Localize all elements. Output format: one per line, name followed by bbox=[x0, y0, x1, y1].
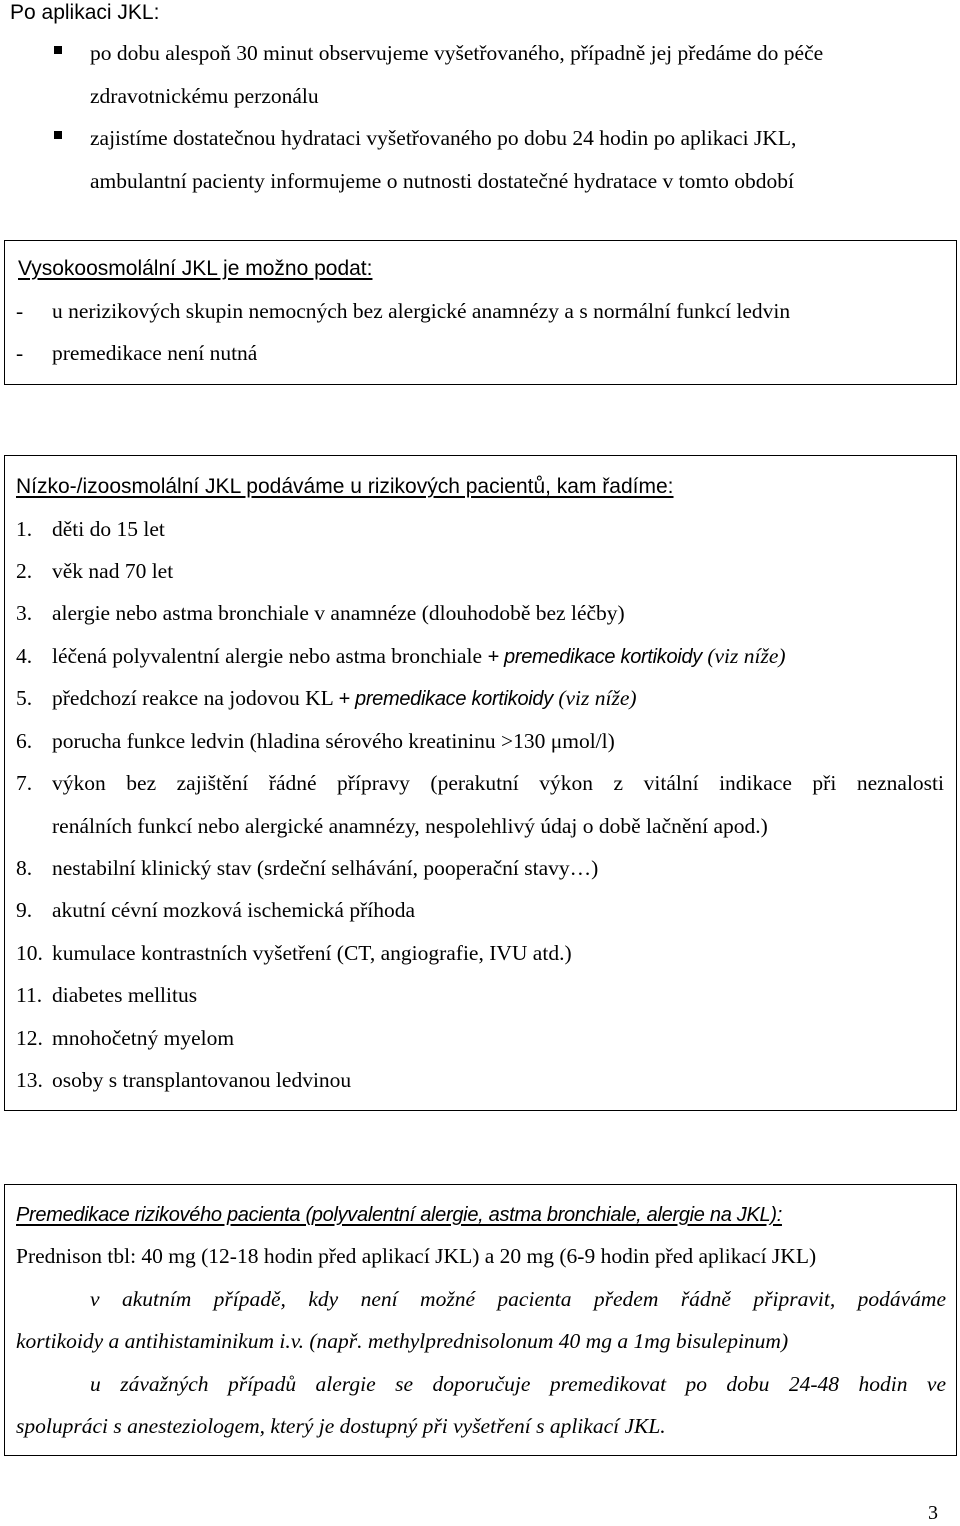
item-number: 1. bbox=[16, 517, 33, 541]
list-item: mnohočetný myelom bbox=[52, 1026, 235, 1050]
item-number: 11. bbox=[16, 983, 43, 1007]
list-item-text: léčená polyvalentní alergie nebo astma bronchiale bbox=[52, 644, 483, 668]
list-item: diabetes mellitus bbox=[52, 983, 198, 1007]
list-item: porucha funkce ledvin (hladina sérového kreatininu >130 μmol/l) bbox=[52, 729, 615, 753]
bullet-text: zajistíme dostatečnou hydrataci vyšetřovaného po dobu 24 hodin po aplikaci JKL, bbox=[90, 126, 797, 150]
page-number: 3 bbox=[928, 1502, 938, 1524]
severe-case-text-continued: spolupráci s anesteziologem, který je dostupný při vyšetření s aplikací JKL. bbox=[16, 1414, 666, 1438]
premedication-note: + premedikace kortikoidy bbox=[338, 688, 553, 710]
item-number: 2. bbox=[16, 559, 33, 583]
acute-case-text: v akutním případě, kdy není možné pacienta předem řádně připravit, podáváme bbox=[90, 1287, 946, 1311]
item-number: 12. bbox=[16, 1026, 43, 1050]
section-heading-after-application: Po aplikaci JKL: bbox=[10, 1, 160, 24]
dash-marker: - bbox=[16, 299, 24, 323]
list-item: věk nad 70 let bbox=[52, 559, 174, 583]
list-item bbox=[52, 643, 786, 670]
list-item: akutní cévní mozková ischemická příhoda bbox=[52, 898, 415, 922]
prednison-dosage: Prednison tbl: 40 mg (12-18 hodin před aplikací JKL) a 20 mg (6-9 hodin před aplikací JKL) bbox=[16, 1244, 817, 1268]
bullet-marker bbox=[54, 131, 62, 139]
list-item: kumulace kontrastních vyšetření (CT, angiografie, IVU atd.) bbox=[52, 941, 572, 965]
see-below-reference: (viz níže) bbox=[707, 644, 786, 668]
list-item: děti do 15 let bbox=[52, 517, 165, 541]
item-number: 9. bbox=[16, 898, 33, 922]
list-item bbox=[52, 685, 637, 712]
list-item: alergie nebo astma bronchiale v anamnéze (dlouhodobě bez léčby) bbox=[52, 601, 625, 625]
item-number: 7. bbox=[16, 771, 33, 795]
see-below-reference: (viz níže) bbox=[558, 686, 637, 710]
bullet-marker bbox=[54, 46, 62, 54]
bullet-text-continued: zdravotnickému perzonálu bbox=[90, 84, 319, 108]
bullet-text: po dobu alespoň 30 minut observujeme vyšetřovaného, případně jej předáme do péče bbox=[90, 41, 824, 65]
list-item: premedikace není nutná bbox=[52, 341, 258, 365]
bullet-text-continued: ambulantní pacienty informujeme o nutnosti dostatečné hydratace v tomto období bbox=[90, 169, 794, 193]
item-number: 13. bbox=[16, 1068, 43, 1092]
dash-marker: - bbox=[16, 341, 24, 365]
list-item: u nerizikových skupin nemocných bez alergické anamnézy a s normální funkcí ledvin bbox=[52, 299, 791, 323]
section-heading-high-osmolal: Vysokoosmolální JKL je možno podat: bbox=[18, 257, 373, 280]
premedication-note: + premedikace kortikoidy bbox=[487, 646, 702, 668]
list-item: výkon bez zajištění řádné přípravy (perakutní výkon z vitální indikace při neznalosti bbox=[52, 771, 944, 795]
item-number: 8. bbox=[16, 856, 33, 880]
acute-case-text-continued: kortikoidy a antihistaminikum i.v. (např. methylprednisolonum 40 mg a 1mg bisulepinum) bbox=[16, 1329, 789, 1353]
list-item: osoby s transplantovanou ledvinou bbox=[52, 1068, 352, 1092]
item-number: 6. bbox=[16, 729, 33, 753]
item-number: 4. bbox=[16, 644, 33, 668]
list-item-continued: renálních funkcí nebo alergické anamnézy, nespolehlivý údaj o době lačnění apod.) bbox=[52, 814, 768, 838]
list-item: nestabilní klinický stav (srdeční selhávání, pooperační stavy…) bbox=[52, 856, 599, 880]
section-heading-premedication: Premedikace rizikového pacienta (polyvalentní alergie, astma bronchiale, alergie na JKL): bbox=[16, 1204, 782, 1226]
item-number: 5. bbox=[16, 686, 33, 710]
section-heading-risk-patients: Nízko-/izoosmolální JKL podáváme u rizikových pacientů, kam řadíme: bbox=[16, 475, 674, 498]
severe-case-text: u závažných případů alergie se doporučuje premedikovat po dobu 24-48 hodin ve bbox=[90, 1372, 946, 1396]
list-item-text: předchozí reakce na jodovou KL bbox=[52, 686, 333, 710]
item-number: 10. bbox=[16, 941, 43, 965]
item-number: 3. bbox=[16, 601, 33, 625]
